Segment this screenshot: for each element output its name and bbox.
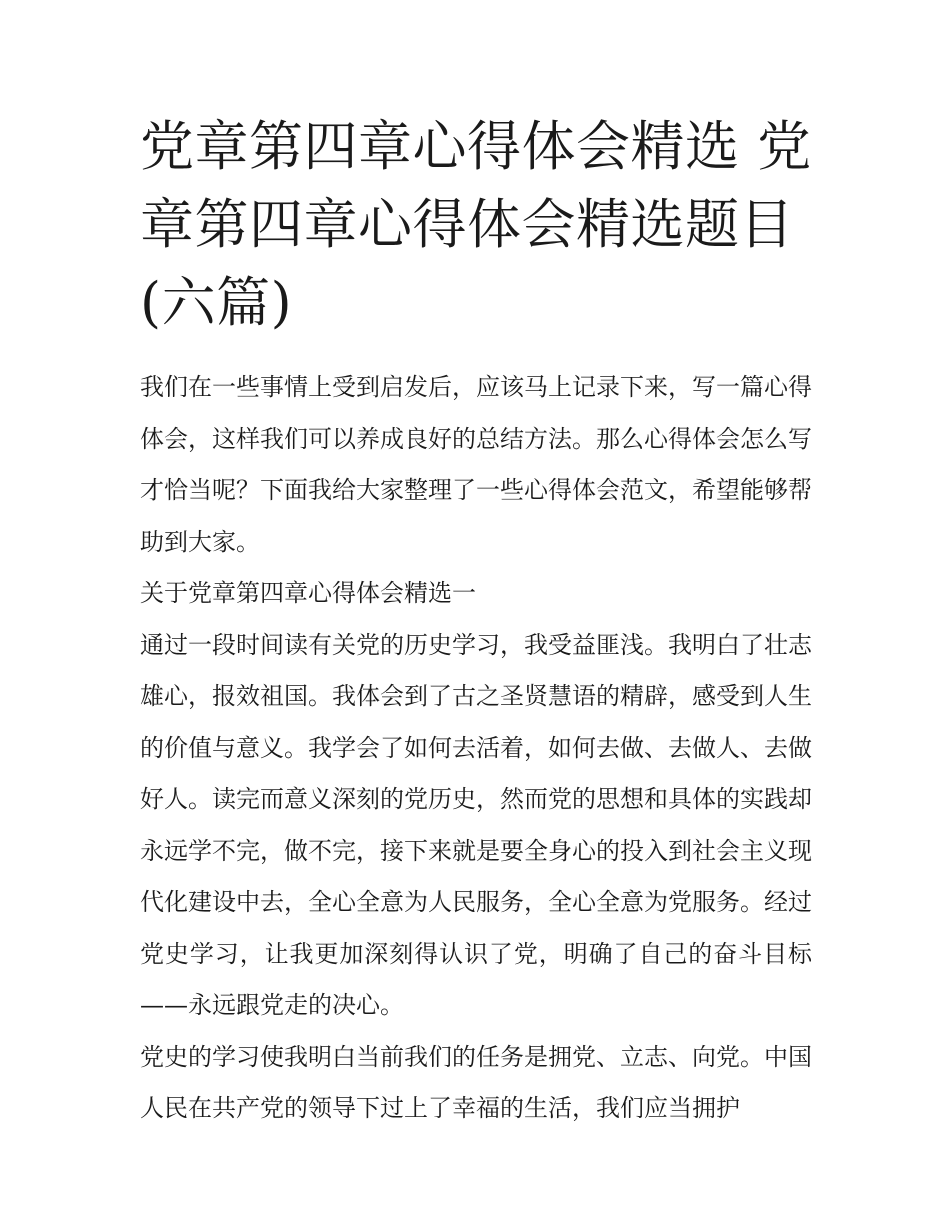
body-paragraph: 通过一段时间读有关党的历史学习，我受益匪浅。我明白了壮志雄心，报效祖国。我体会到了古之圣贤慧语的精辟，感受到人生的价值与意义。我学会了如何去活着，如何去做、去做人、去做好人。读完而意义深刻的党历史，然而党的思想和具体的实践却永远学不完，做不完，接下来就是要全身心的投入到社会主义现代化建设中去，全心全意为人民服务，全心全意为党服务。经过党史学习，让我更加深刻得认识了党，明确了自己的奋斗目标——永远跟党走的决心。 xyxy=(140,630,812,1019)
body-paragraph: 党史的学习使我明白当前我们的任务是拥党、立志、向党。中国人民在共产党的领导下过上了幸福的生活，我们应当拥护 xyxy=(140,1042,812,1122)
intro-paragraph: 我们在一些事情上受到启发后，应该马上记录下来，写一篇心得体会，这样我们可以养成良好的总结方法。那么心得体会怎么写才恰当呢？下面我给大家整理了一些心得体会范文，希望能够帮助到大家。 xyxy=(140,373,812,556)
document-page xyxy=(140,108,812,1135)
section-heading: 关于党章第四章心得体会精选一 xyxy=(140,579,476,607)
document-body xyxy=(140,362,812,1135)
document-title: 党章第四章心得体会精选 党章第四章心得体会精选题目(六篇) xyxy=(140,115,812,334)
